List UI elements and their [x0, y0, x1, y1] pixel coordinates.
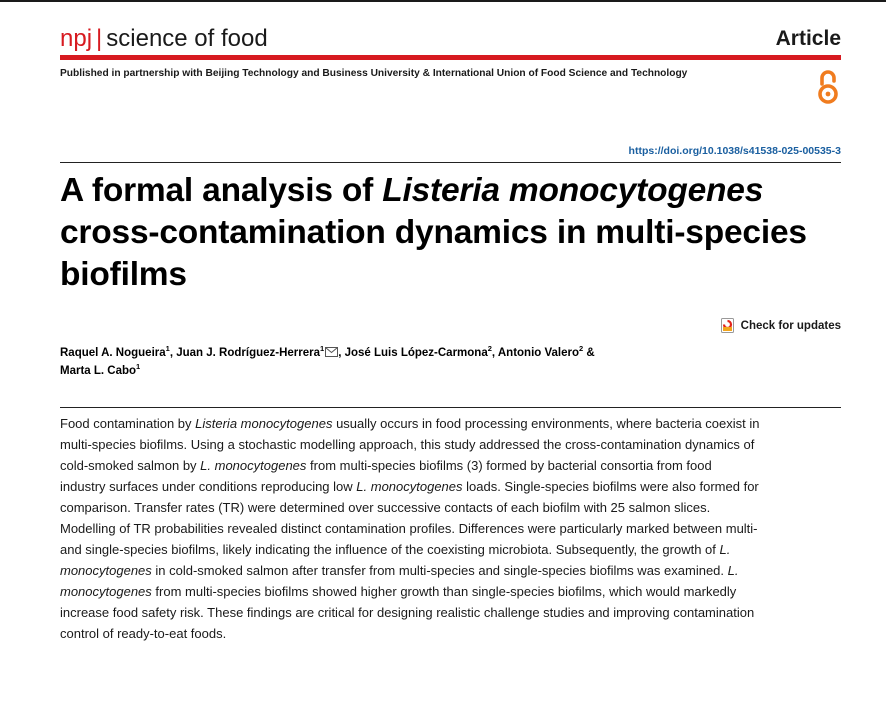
check-updates-label: Check for updates [740, 319, 841, 332]
partnership-statement: Published in partnership with Beijing Technology and Business University & International Union of Food Science and Technology [60, 68, 688, 79]
affiliation-marker[interactable]: 1 [320, 344, 325, 354]
author-name[interactable]: Antonio Valero [497, 347, 580, 359]
abstract-text: Food contamination by Listeria monocytogenes usually occurs in food processing environments, where bacteria coexist in multi-species biofilms. Using a stochastic modelling approach, this study addressed the cross-contamination dynamics of cold-smoked salmon by L. monocytogenes from multi-species biofilms (3) formed by bacterial consortia from food industry surfaces under conditions reproducing low L. monocytogenes loads. Single-species biofilms were also formed for comparison. Transfer rates (TR) were determined over successive contacts of each biofilm with 25 salmon slices. Modelling of TR probabilities revealed distinct contamination profiles. Differences were particularly marked between multi- and single-species biofilms, likely indicating the influence of the coexisting microbiota. Subsequently, the growth of L. monocytogenes in cold-smoked salmon after transfer from multi-species and single-species biofilms was examined. L. monocytogenes from multi-species biofilms showed higher growth than single-species biofilms, which would markedly increase food safety risk. These findings are critical for designing realistic challenge studies and improving contamination control of ready-to-eat foods. [60, 416, 760, 641]
affiliation-marker[interactable]: 2 [487, 344, 492, 354]
journal-logo[interactable] [60, 24, 268, 54]
open-access-icon[interactable] [815, 69, 841, 105]
top-border [0, 0, 886, 2]
affiliation-marker[interactable]: 1 [165, 344, 170, 354]
author-name[interactable]: Marta L. Cabo [60, 365, 137, 377]
article-type-label: Article [775, 27, 841, 50]
journal-separator: | [96, 25, 103, 52]
author-name[interactable]: Juan J. Rodríguez-Herrera [176, 347, 321, 359]
affiliation-marker[interactable]: 1 [136, 362, 141, 372]
affiliation-marker[interactable]: 2 [579, 344, 584, 354]
author-name[interactable]: José Luis López-Carmona [344, 347, 488, 359]
title-top-rule [60, 162, 841, 163]
email-icon[interactable] [325, 347, 338, 357]
author-list: Raquel A. Nogueira$^1$, Juan J. Rodríguez-Herrera$^1$ , José Luis López-Carmona$^2$, Antonio Valero$^2$ & Marta L. Cabo$^1$ [60, 344, 595, 377]
check-updates-icon [721, 318, 734, 333]
author-name[interactable]: Raquel A. Nogueira [60, 347, 166, 359]
journal-name: science of food [106, 25, 268, 52]
abstract-top-rule [60, 407, 841, 408]
doi-link[interactable]: https://doi.org/10.1038/s41538-025-00535-3 [628, 145, 841, 157]
title-species-italic: Listeria monocytogenes [382, 172, 764, 209]
check-for-updates-button[interactable] [721, 318, 841, 333]
article-title: A formal analysis of Listeria monocytogenes cross-contamination dynamics in multi-species biofilms [60, 172, 807, 293]
header-red-rule [60, 55, 841, 60]
journal-prefix: npj [60, 25, 93, 52]
